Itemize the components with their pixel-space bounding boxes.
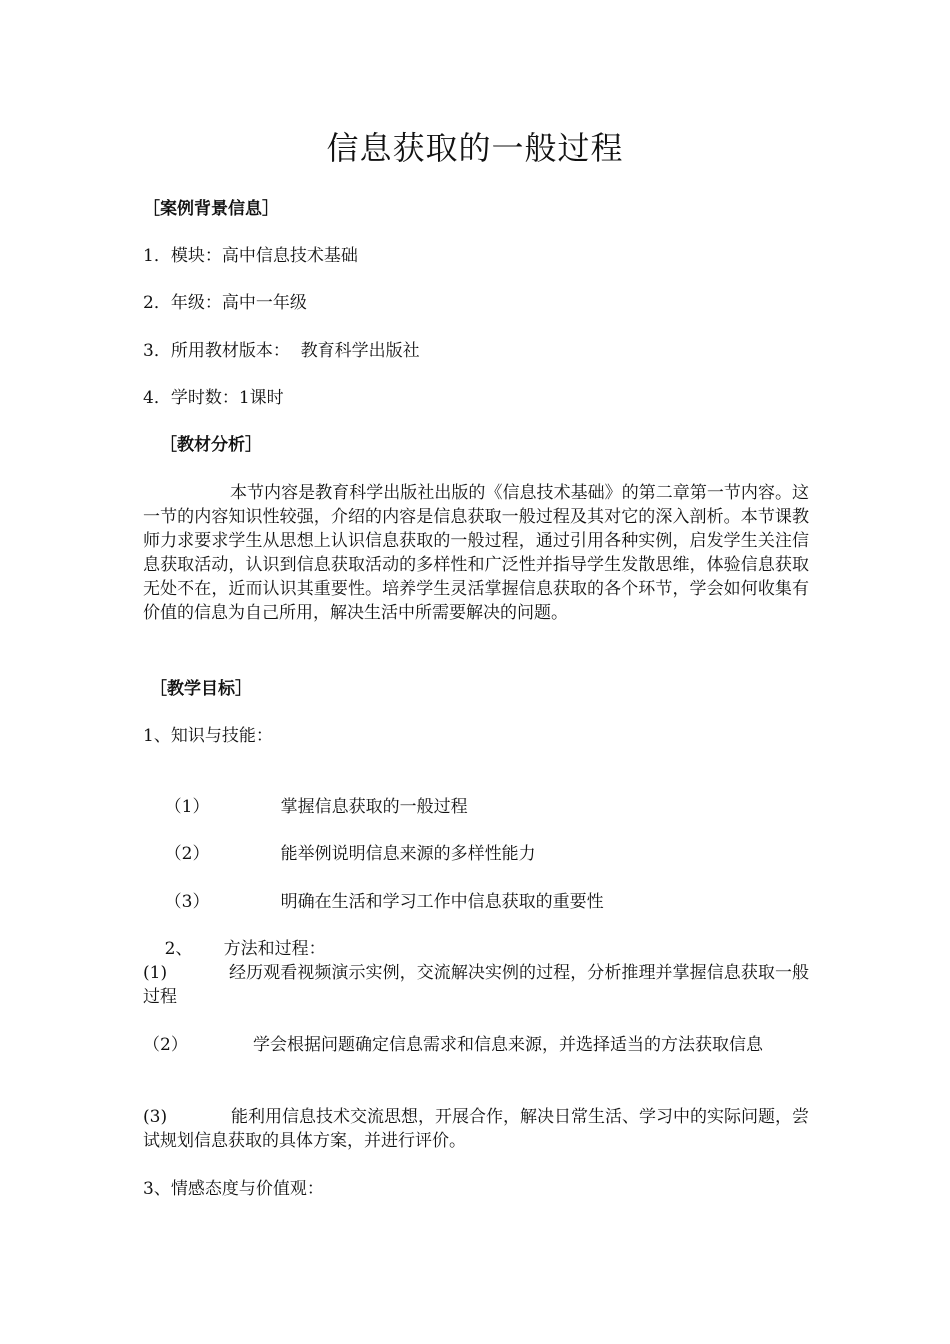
knowledge-item-text: 掌握信息获取的一般过程 bbox=[280, 797, 468, 817]
method-item-2 bbox=[143, 1033, 809, 1057]
section-heading-objectives: ［教学目标］ bbox=[150, 679, 252, 699]
method-item-text: 能利用信息技术交流思想，开展合作，解决日常生活、学习中的实际问题，尝试规划信息获取的具体方案，并进行评价。 bbox=[143, 1107, 809, 1151]
method-label-text: 方法和过程： bbox=[223, 939, 326, 959]
background-item-module: 1．模块：高中信息技术基础 bbox=[143, 246, 358, 266]
method-item-number: （2） bbox=[143, 1035, 188, 1055]
section-heading-analysis: ［教材分析］ bbox=[160, 435, 262, 455]
section-heading-background: ［案例背景信息］ bbox=[143, 199, 279, 219]
method-label-number: 2、 bbox=[164, 939, 193, 959]
analysis-paragraph: 本节内容是教育科学出版社出版的《信息技术基础》的第二章第一节内容。这一节的内容知识性较强，介绍的内容是信息获取一般过程及其对它的深入剖析。本节课教师力求要求学生从思想上认识信息获取的一般过程，通过引用各种实例，启发学生关注信息获取活动，认识到信息获取活动的多样性和广泛性并指导学生发散思维，体验信息获取无处不在，近而认识其重要性。培养学生灵活掌握信息获取的各个环节，学会如何收集有价值的信息为自己所用，解决生活中所需要解决的问题。 bbox=[143, 483, 809, 623]
knowledge-item-number: （3） bbox=[164, 892, 210, 912]
method-item-text: 经历观看视频演示实例，交流解决实例的过程，分析推理并掌握信息获取一般过程 bbox=[143, 963, 809, 1007]
knowledge-item-number: （1） bbox=[164, 797, 210, 817]
background-item-hours: 4．学时数：1课时 bbox=[143, 388, 284, 408]
background-item-textbook: 3．所用教材版本： 教育科学出版社 bbox=[143, 341, 420, 361]
document-title: 信息获取的一般过程 bbox=[326, 129, 624, 167]
knowledge-item-text: 明确在生活和学习工作中信息获取的重要性 bbox=[280, 892, 604, 912]
method-item-number: (3) bbox=[143, 1107, 168, 1127]
method-item-1 bbox=[143, 961, 809, 1009]
attitude-label: 3、情感态度与价值观： bbox=[143, 1179, 324, 1199]
knowledge-label: 1、知识与技能： bbox=[143, 726, 273, 746]
method-item-text: 学会根据问题确定信息需求和信息来源，并选择适当的方法获取信息 bbox=[253, 1035, 763, 1055]
background-item-grade: 2．年级：高中一年级 bbox=[143, 293, 307, 313]
knowledge-item-number: （2） bbox=[164, 844, 210, 864]
method-item-number: (1) bbox=[143, 963, 168, 983]
method-item-3 bbox=[143, 1105, 809, 1153]
knowledge-item-text: 能举例说明信息来源的多样性能力 bbox=[280, 844, 536, 864]
